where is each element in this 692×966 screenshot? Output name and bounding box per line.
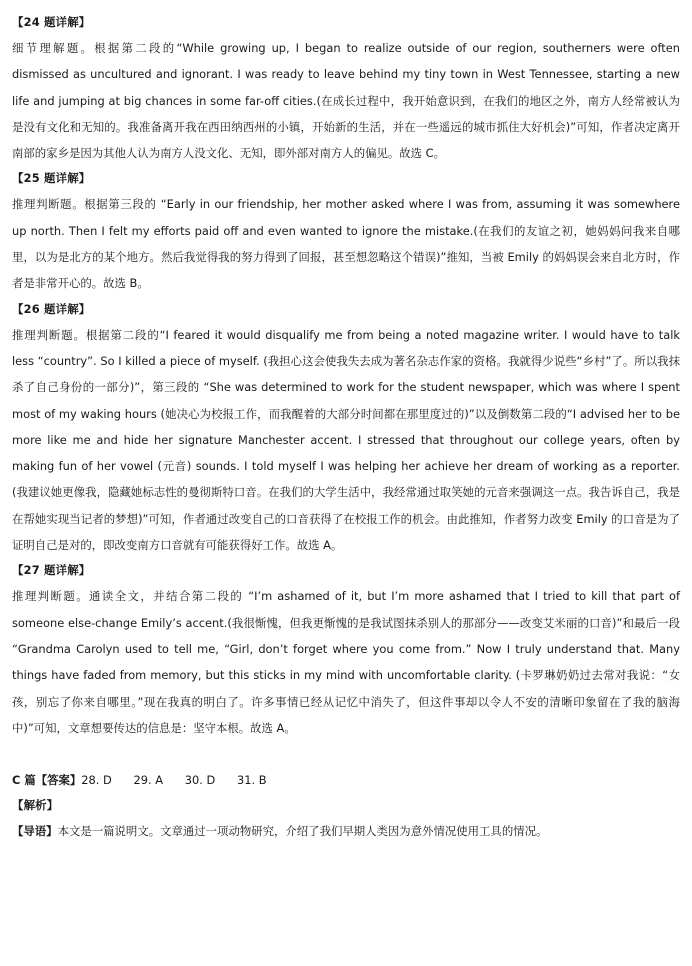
guide-label: 【导语】 <box>12 824 58 839</box>
explanation-26 <box>12 297 680 559</box>
section-text: 推理判断题。根据第三段的 “Early in our friendship, her mother asked where I was from, assuming it was somewhere up north. Then I felt my efforts paid off and even wanted to ignore the mistake.(在我们的友谊之初，她妈妈问我来自哪里，以为是北方的某个地方。然后我觉得我的努力得到了回报，甚至想忽略这个错误)”推知，当被 Emily 的妈妈误会来自北方时，作者是非常开心的。故选 B。 <box>12 197 680 291</box>
analysis-heading: 【解析】 <box>12 798 59 813</box>
section-heading: 【27 题详解】 <box>12 563 91 578</box>
answer-values: 28. D 29. A 30. D 31. B <box>81 773 267 788</box>
answer-line <box>12 767 680 793</box>
explanation-24 <box>12 10 680 166</box>
section-text: 推理判断题。根据第二段的“I feared it would disqualify me from being a noted magazine writer. I would have to talk less “country”. So I killed a piece of myself. (我担心这会使我失去成为著名杂志作家的资格。我就得少说些“乡村”了。所以我抹杀了自己身份的一部分)”，第三段的 “She was determined to work for the student newspaper, which was where I spent most of my waking hours (她决心为校报工作，而我醒着的大部分时间都在那里度过的)”以及倒数第二段的“I advised her to be more like me and hide her signature Manchester accent. I stressed that throughout our college years, often by making fun of her vowel (元音) sounds. I told myself I was helping her achieve her dream of working as a reporter. (我建议她更像我，隐藏她标志性的曼彻斯特口音。在我们的大学生活中，我经常通过取笑她的元音来强调这一点。我告诉自己，我是在帮她实现当记者的梦想)”可知，作者通过改变自己的口音获得了在校报工作的机会。由此推知，作者努力改变 Emily 的口音是为了证明自己是对的，即改变南方口音就有可能获得好工作。故选 A。 <box>12 327 680 553</box>
section-text: 细节理解题。根据第二段的“While growing up, I began to realize outside of our region, southerners were often dismissed as uncultured and ignorant. I was ready to leave behind my tiny town in West Tennessee, starting a new life and jumping at big chances in some far-off cities.(在成长过程中，我开始意识到，在我们的地区之外，南方人经常被认为是没有文化和无知的。我准备离开我在西田纳西州的小镇，开始新的生活，并在一些遥远的城市抓住大好机会)”可知，作者决定离开南部的家乡是因为其他人认为南方人没文化、无知，即外部对南方人的偏见。故选 C。 <box>12 41 680 161</box>
explanation-27 <box>12 558 680 741</box>
section-heading: 【26 题详解】 <box>12 301 91 316</box>
section-text: 推理判断题。通读全文，并结合第二段的 “I’m ashamed of it, but I’m more ashamed that I tried to kill that part of someone else-change Emily’s accent.(我很惭愧，但我更惭愧的是我试图抹杀别人的那部分——改变艾米丽的口音)”和最后一段 “Grandma Carolyn used to tell me, “Girl, don’t forget where you come from.” Now I truly understand that. Many things have faded from memory, but this sticks in my mind with uncomfortable clarity. (卡罗琳奶奶过去常对我说：“女孩，别忘了你来自哪里。”现在我真的明白了。许多事情已经从记忆中消失了，但这件事却以令人不安的清晰印象留在了我的脑海中)”可知，文章想要传达的信息是：坚守本根。故选 A。 <box>12 589 680 735</box>
section-heading: 【25 题详解】 <box>12 171 91 186</box>
guide-paragraph <box>12 818 680 844</box>
answer-label: C 篇【答案】 <box>12 773 82 788</box>
section-heading: 【24 题详解】 <box>12 15 91 29</box>
guide-text: 本文是一篇说明文。文章通过一项动物研究，介绍了我们早期人类因为意外情况使用工具的情况。 <box>57 824 548 839</box>
explanation-25 <box>12 166 680 296</box>
